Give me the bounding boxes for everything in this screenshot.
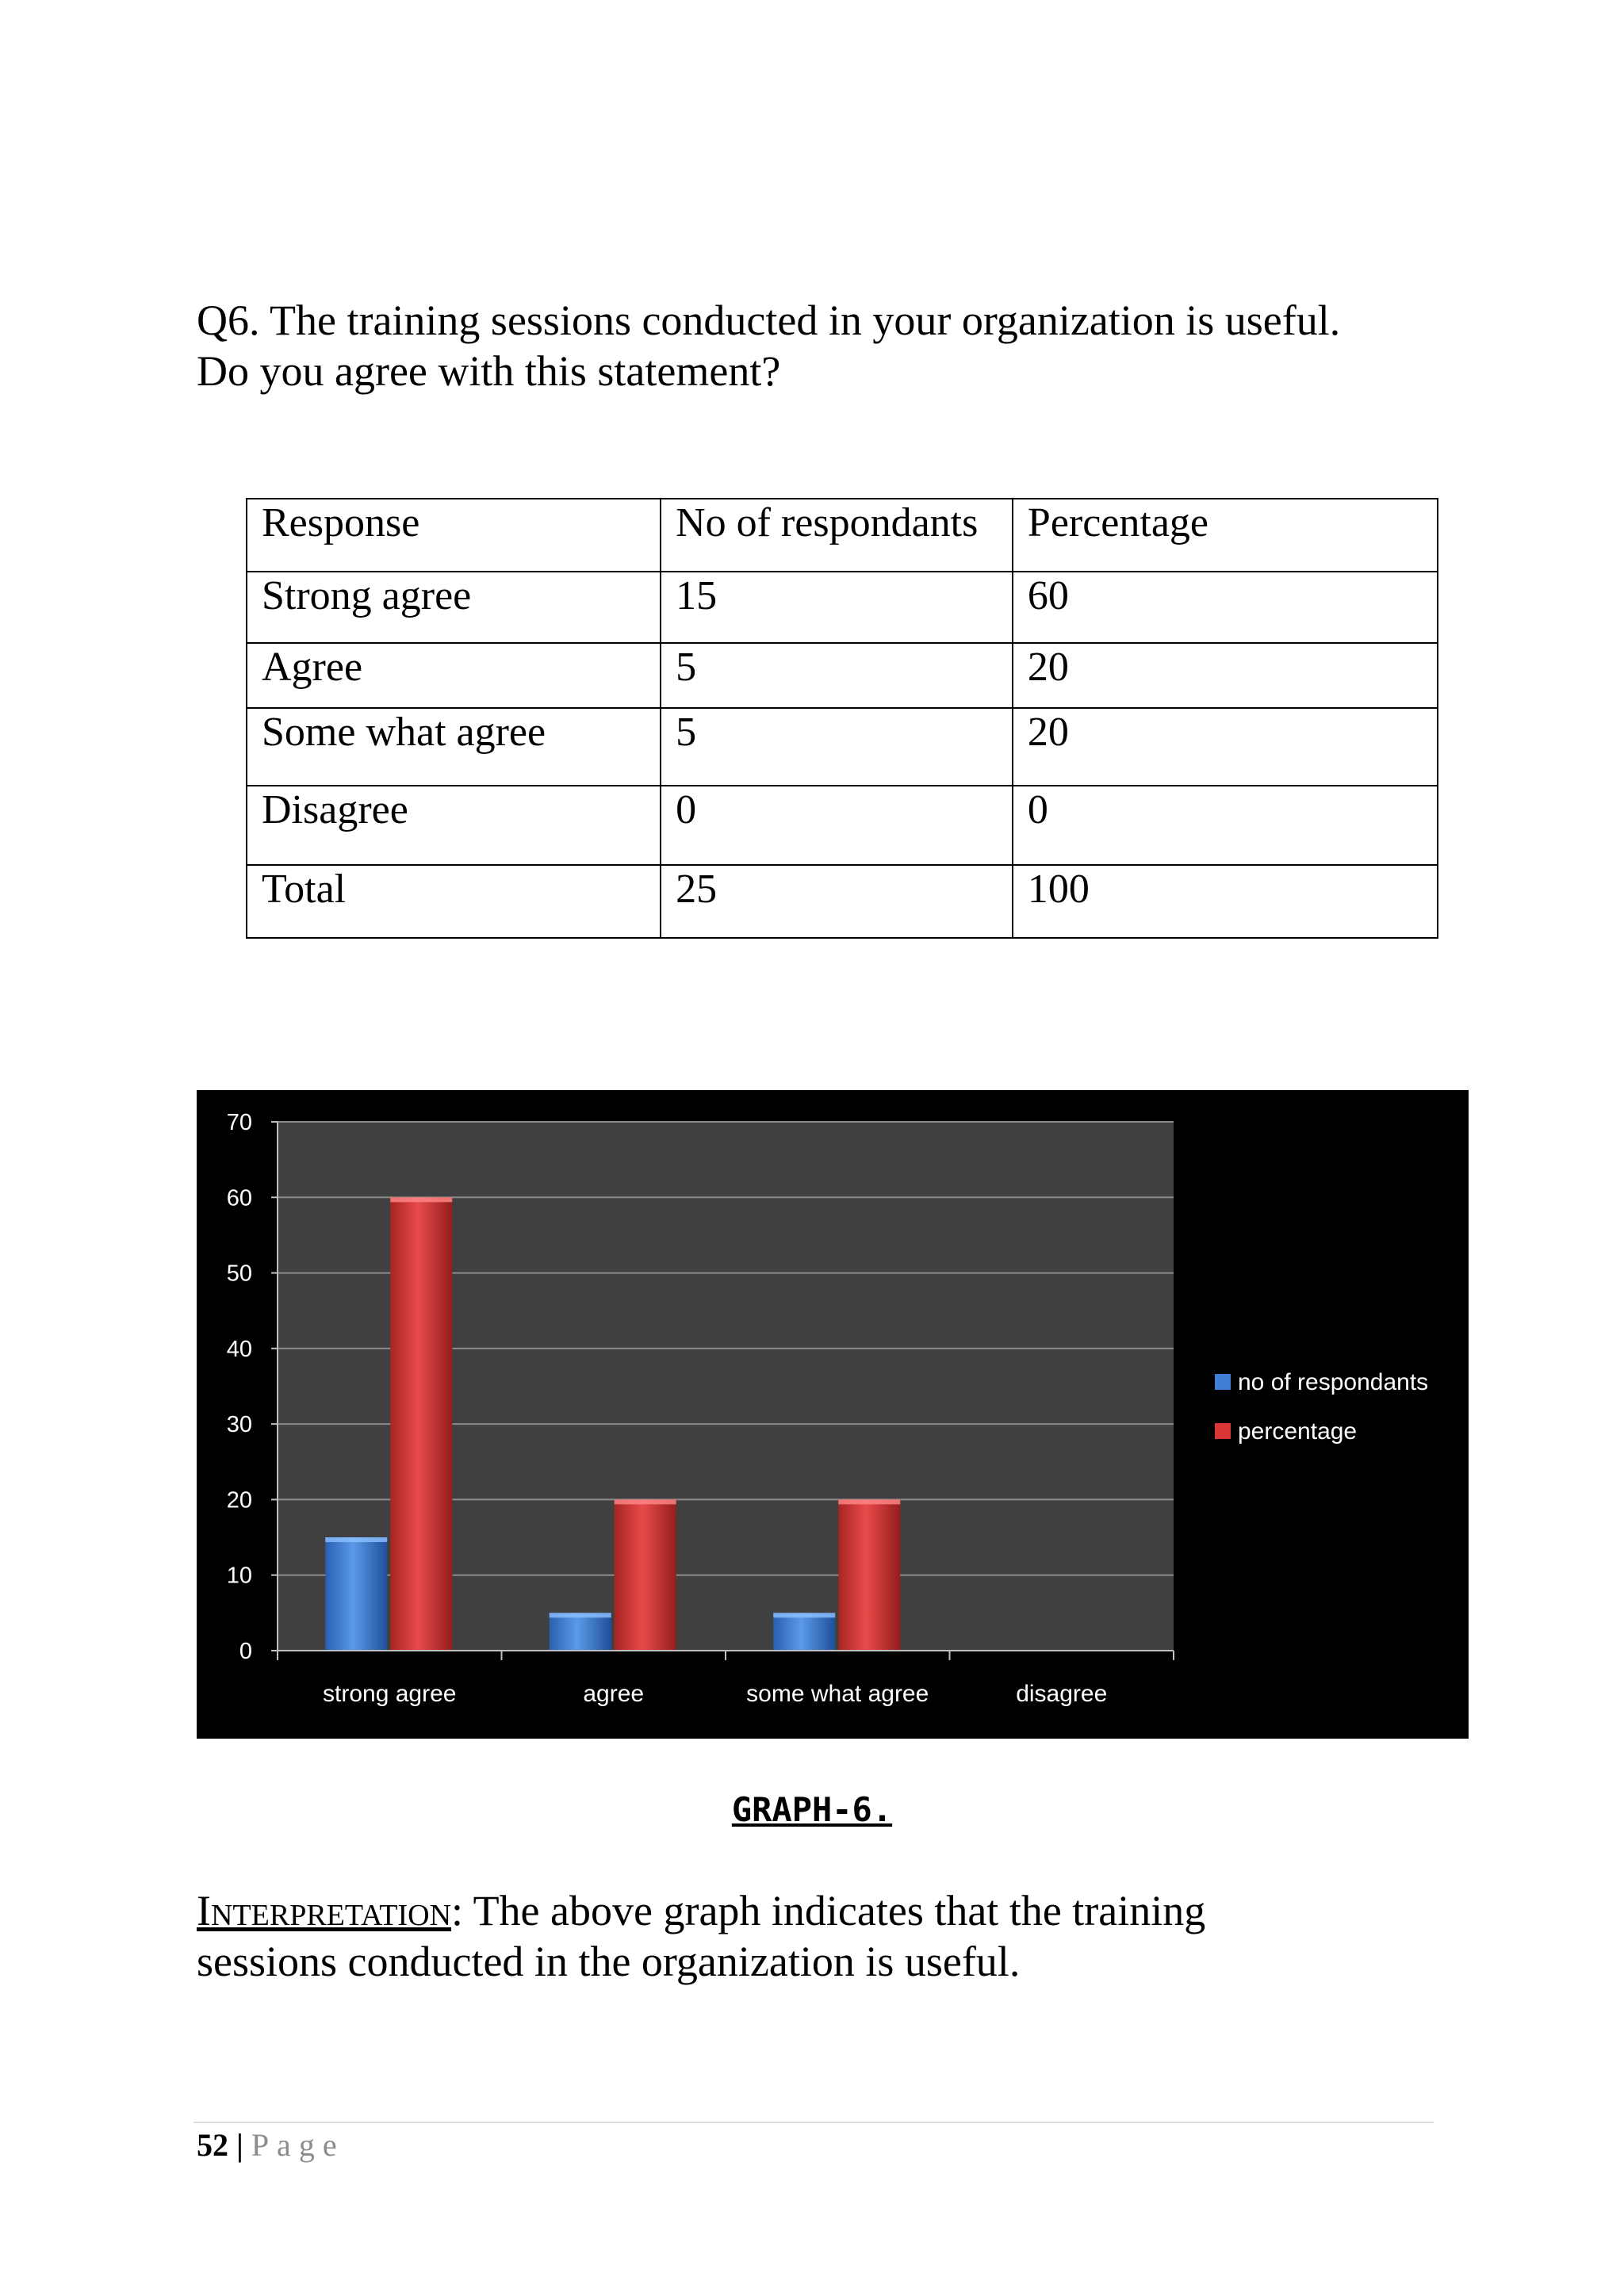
table-header-cell: Response [247, 499, 661, 572]
table-cell: 15 [661, 572, 1013, 643]
bar [838, 1499, 900, 1651]
legend-swatch [1215, 1423, 1231, 1439]
y-tick-label: 60 [226, 1185, 252, 1211]
x-tick-label: agree [583, 1681, 645, 1707]
graph-caption-text: GRAPH-6. [731, 1790, 893, 1829]
interpretation-text-1: : The above graph indicates that the training [451, 1887, 1206, 1934]
interpretation-label: Interpretation [197, 1887, 452, 1934]
table-header-cell: Percentage [1013, 499, 1438, 572]
footer-separator: | [236, 2127, 243, 2163]
y-tick-label: 40 [226, 1336, 252, 1362]
bar-top-highlight [550, 1613, 611, 1617]
bar [550, 1613, 611, 1651]
y-tick-label: 70 [226, 1110, 252, 1135]
page-number: 52 [197, 2127, 228, 2163]
bar-top-highlight [838, 1499, 900, 1504]
bar-top-highlight [615, 1499, 676, 1504]
table-cell: 60 [1013, 572, 1438, 643]
response-table [246, 498, 1438, 939]
x-tick-label: some what agree [746, 1681, 929, 1707]
bar [390, 1197, 452, 1651]
table-cell: Disagree [247, 786, 661, 865]
legend-label: percentage [1238, 1418, 1358, 1445]
bar-top-highlight [325, 1537, 387, 1542]
bar [615, 1499, 676, 1651]
question-text [197, 295, 1434, 396]
y-tick-label: 10 [226, 1563, 252, 1589]
y-axis-ticks [227, 1110, 278, 1664]
table-cell: Agree [247, 643, 661, 708]
page-word: Page [251, 2127, 345, 2163]
question-line-2: Do you agree with this statement? [197, 347, 781, 395]
table-row [247, 643, 1438, 708]
bar-top-highlight [773, 1613, 835, 1617]
interpretation-line-1 [197, 1885, 1450, 1936]
table-cell: 0 [661, 786, 1013, 865]
bar [325, 1537, 387, 1651]
table-cell: Total [247, 865, 661, 938]
table-header-row [247, 499, 1438, 572]
bar-top-highlight [390, 1197, 452, 1202]
footer-divider [193, 2122, 1434, 2123]
legend [1215, 1369, 1428, 1445]
graph-caption [0, 1790, 1624, 1829]
table-row [247, 786, 1438, 865]
table-cell: 5 [661, 708, 1013, 786]
page-footer [197, 2125, 345, 2166]
table-total-row [247, 865, 1438, 938]
legend-label: no of respondants [1238, 1369, 1429, 1395]
interpretation-line-2: sessions conducted in the organization is useful. [197, 1938, 1021, 1985]
y-tick-label: 0 [239, 1639, 252, 1664]
table-cell: 0 [1013, 786, 1438, 865]
table-cell: Strong agree [247, 572, 661, 643]
x-tick-label: disagree [1016, 1681, 1108, 1707]
table-cell: 5 [661, 643, 1013, 708]
bar-chart [197, 1090, 1469, 1739]
table-cell: 20 [1013, 643, 1438, 708]
table-cell: 25 [661, 865, 1013, 938]
legend-swatch [1215, 1374, 1231, 1390]
bar [773, 1613, 835, 1651]
x-tick-label: strong agree [323, 1681, 457, 1707]
y-tick-label: 50 [226, 1261, 252, 1287]
y-tick-label: 20 [226, 1487, 252, 1513]
question-line-1: Q6. The training sessions conducted in your organization is useful. [197, 297, 1341, 344]
interpretation [197, 1885, 1450, 1987]
table-row [247, 572, 1438, 643]
bar-chart-svg [197, 1090, 1469, 1739]
table-header-cell: No of respondants [661, 499, 1013, 572]
y-tick-label: 30 [226, 1412, 252, 1438]
table-cell: 20 [1013, 708, 1438, 786]
table-cell: 100 [1013, 865, 1438, 938]
table-cell: Some what agree [247, 708, 661, 786]
table-row [247, 708, 1438, 786]
